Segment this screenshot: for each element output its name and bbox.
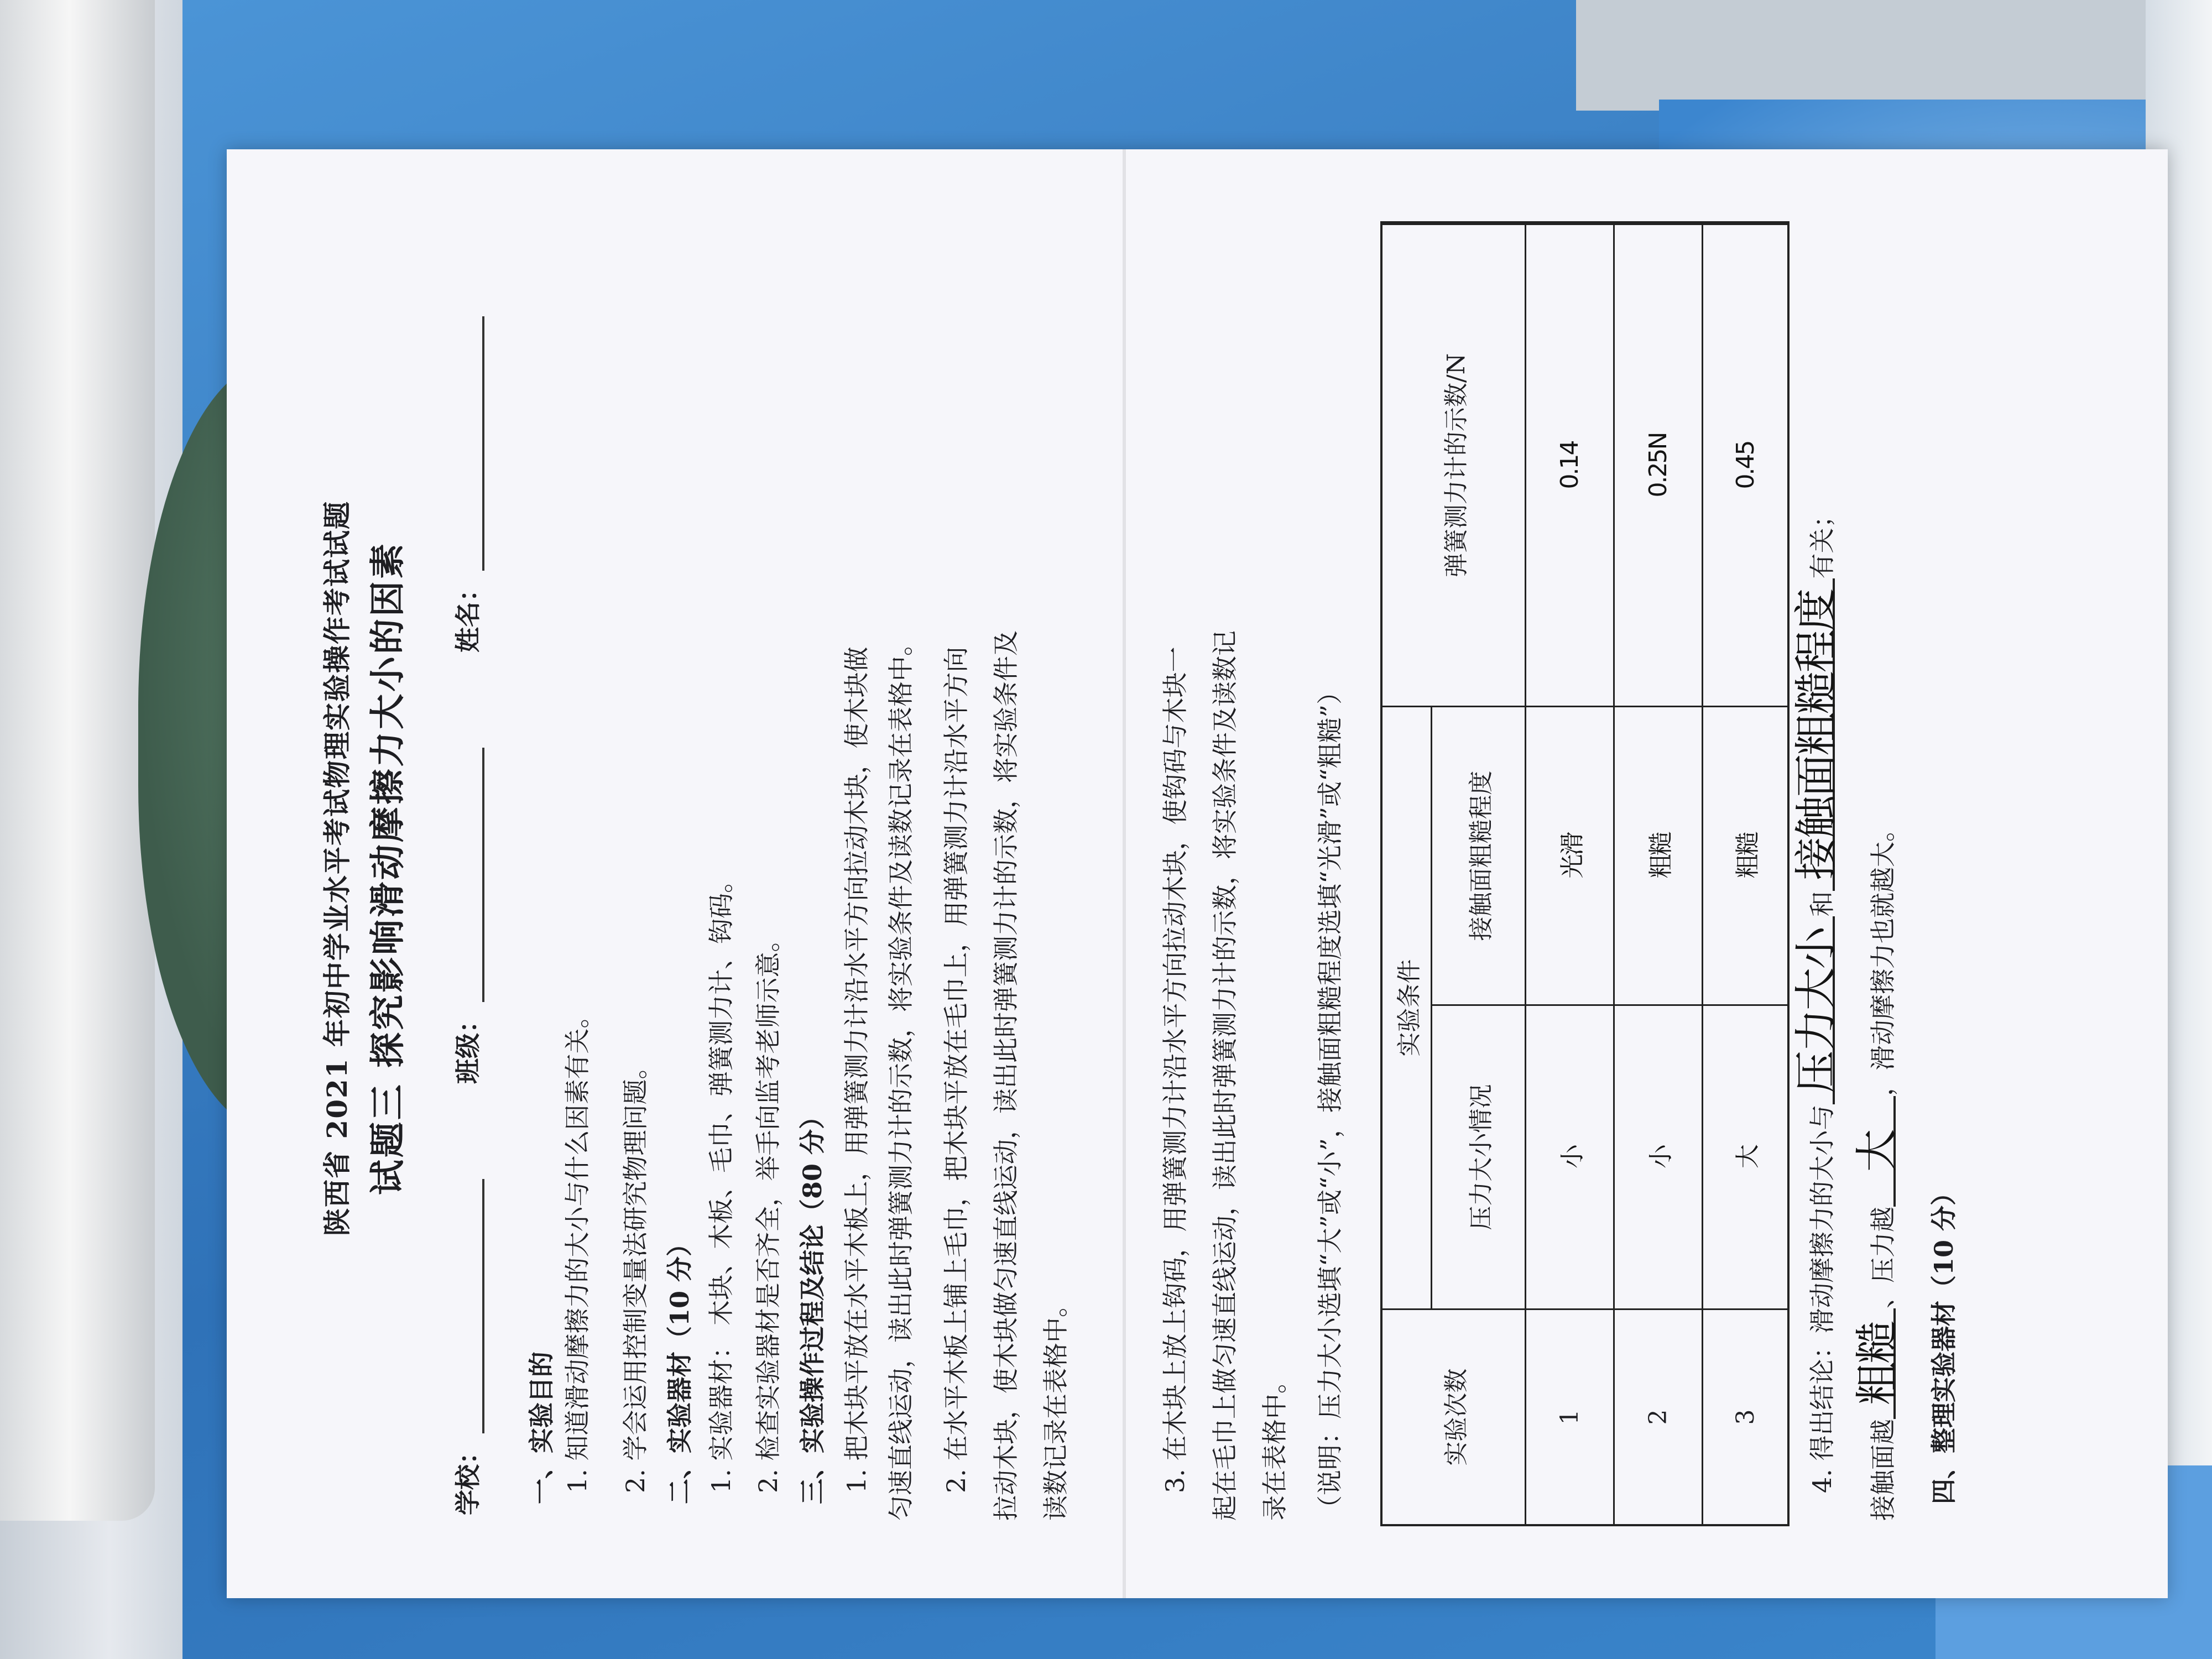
conclusion-blank-4[interactable]: 大	[1861, 1096, 1896, 1207]
step3-line1: 3. 在木块上放上钩码，用弹簧测力计沿水平方向拉动木块，使钩码与木块一	[1160, 646, 1190, 1493]
section1-heading: 一、实验目的	[526, 1352, 556, 1504]
section1-item2: 2. 学会运用控制变量法研究物理问题。	[620, 1053, 650, 1493]
row2-reading[interactable]: 0.25N	[1615, 223, 1703, 706]
section4-heading: 四、整理实验器材（10 分）	[1929, 1180, 1959, 1504]
table-header-surface: 接触面粗糙程度	[1432, 706, 1526, 1004]
school-label: 学校：	[453, 1439, 483, 1515]
class-field	[448, 748, 484, 1084]
row1-surface[interactable]: 光滑	[1526, 706, 1615, 1004]
row1-pressure[interactable]: 小	[1526, 1004, 1615, 1308]
step2-line3: 读数记录在表格中。	[1041, 1292, 1071, 1521]
table-header-trial: 实验次数	[1383, 1308, 1526, 1524]
table-note: （说明：压力大小选填“大”或“小”，接触面粗糙程度选填“光滑”或“粗糙”）	[1315, 679, 1345, 1521]
conclusion-prefix-2: 接触面越	[1868, 1419, 1898, 1521]
section1-item1: 1. 知道滑动摩擦力的大小与什么因素有关。	[562, 1003, 592, 1493]
conclusion-and: 和	[1807, 891, 1837, 917]
conclusion-blank-3[interactable]: 粗糙	[1861, 1308, 1896, 1419]
conclusion-suffix-2: ，滑动摩擦力也就越大。	[1868, 816, 1898, 1096]
conclusion-blank-1[interactable]: 压力大小	[1801, 916, 1835, 1104]
class-blank[interactable]	[456, 748, 484, 1002]
paper-left-page	[227, 149, 1123, 1598]
exam-paper	[227, 149, 2168, 1598]
conclusion-line2	[1853, 816, 1902, 1521]
row1-trial: 1	[1526, 1308, 1615, 1524]
exam-subtitle: 陕西省 2021 年初中学业水平考试物理实验操作考试试题	[321, 500, 353, 1236]
name-field	[448, 316, 484, 653]
section2-item1: 1. 实验器材： 木块、木板、毛巾、弹簧测力计、钩码。	[706, 867, 736, 1493]
paper-right-page	[1126, 149, 2168, 1598]
row3-surface[interactable]: 粗糙	[1703, 706, 1787, 1004]
table-header-pressure: 压力大小情况	[1432, 1004, 1526, 1308]
name-label: 姓名：	[453, 576, 483, 653]
school-blank[interactable]	[456, 1179, 484, 1433]
row3-reading[interactable]: 0.45	[1703, 223, 1787, 706]
step2-line1: 2. 在水平木板上铺上毛巾，把木块平放在毛巾上，用弹簧测力计沿水平方向	[941, 646, 971, 1493]
name-blank[interactable]	[456, 316, 484, 571]
section3-heading: 三、实验操作过程及结论（80 分）	[797, 1103, 827, 1504]
step3-line3: 录在表格中。	[1260, 1368, 1290, 1521]
paper-roller	[0, 0, 155, 1521]
step3-line2: 起在毛巾上做匀速直线运动，读出此时弹簧测力计的示数，将实验条件及读数记	[1210, 630, 1240, 1521]
student-info-fields	[448, 243, 492, 1515]
class-label: 班级：	[453, 1008, 483, 1084]
section2-item2: 2. 检查实验器材是否齐全，举手向监考老师示意。	[753, 926, 783, 1493]
section2-heading: 二、实验器材（10 分）	[665, 1230, 695, 1504]
conclusion-prefix: 4. 得出结论：滑动摩擦力的大小与	[1807, 1104, 1837, 1493]
background-gray-strip	[1576, 0, 2212, 111]
row1-reading[interactable]: 0.14	[1526, 223, 1615, 706]
row3-trial: 3	[1703, 1308, 1787, 1524]
conclusion-line1	[1792, 502, 1841, 1493]
row2-pressure[interactable]: 小	[1615, 1004, 1703, 1308]
row3-pressure[interactable]: 大	[1703, 1004, 1787, 1308]
school-field	[448, 1179, 484, 1515]
row2-trial: 2	[1615, 1308, 1703, 1524]
conclusion-suffix: 有关；	[1807, 502, 1837, 579]
step1-line2: 匀速直线运动，读出此时弹簧测力计的示数，将实验条件及读数记录在表格中。	[886, 630, 916, 1521]
step2-line2: 拉动木块，使木块做匀速直线运动，读出此时弹簧测力计的示数，将实验条件及	[991, 630, 1021, 1521]
step1-line1: 1. 把木块平放在水平木板上，用弹簧测力计沿水平方向拉动木块，使木块做	[842, 646, 872, 1493]
row2-surface[interactable]: 粗糙	[1615, 706, 1703, 1004]
results-table	[1380, 221, 1790, 1526]
exam-title: 试题三 探究影响滑动摩擦力大小的因素	[368, 541, 409, 1196]
conclusion-blank-2[interactable]: 接触面粗糙程度	[1801, 578, 1835, 891]
table-header-conditions: 实验条件	[1383, 706, 1432, 1308]
table-header-reading: 弹簧测力计的示数/N	[1383, 223, 1526, 706]
conclusion-mid-2: 、压力越	[1868, 1207, 1898, 1308]
